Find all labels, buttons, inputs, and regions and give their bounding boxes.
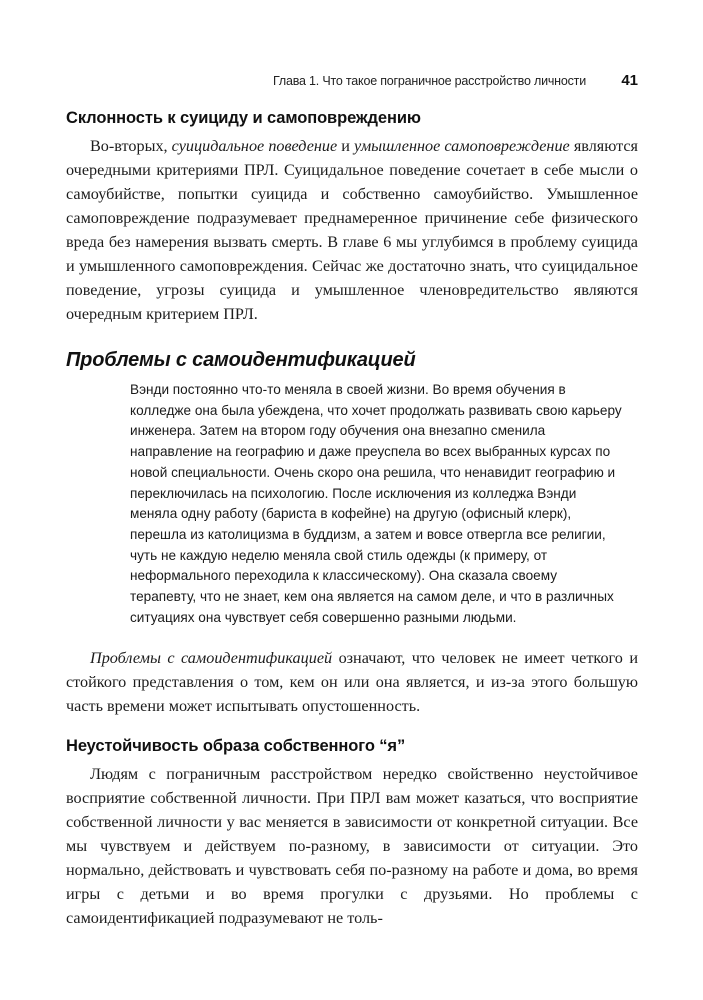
spacer [66, 718, 638, 736]
running-head [66, 72, 638, 92]
page-content [66, 108, 638, 930]
section-heading-self-image: Неустойчивость образа собственного “я” [66, 737, 406, 756]
emphasis-term: Проблемы с самоидентификацией [90, 649, 333, 668]
emphasis-term: суицидальное поведение [171, 137, 338, 155]
section-heading-identity: Проблемы с самоидентификацией [66, 349, 416, 371]
emphasis-term: умышленное самоповреждение [354, 137, 570, 155]
paragraph-self-image: Людям с пограничным расстройством нередко свойственно неустойчивое восприятие собственной личности. При ПРЛ вам может казаться, что восприятие собственной личности у вас меняется в зависимости от конкретной ситуации. Все мы чувствуем и действуем по-разному, в зависимости от ситуации. Это нормально, действовать и чувствовать себя по-разному на работе и дома, во время игры с детьми и во время прогулки с друзьями. Но проблемы с самоидентификацией подразумевают не толь- [66, 765, 638, 928]
paragraph-text: являются очередными критериями ПРЛ. Суицидальное поведение сочетает в себе мысли о самоубийстве, попытки суицида и собственно самоубийство. Умышленное самоповреждение подразумевает преднамеренное причинение себе физического вреда без намерения вызвать смерть. В главе 6 мы углубимся в проблему суицида и умышленного самоповреждения. Сейчас же достаточно знать, что суицидальное поведение, угрозы суицида и умышленное членовредительство являются очередным критерием ПРЛ. [66, 137, 639, 323]
chapter-title: Глава 1. Что такое пограничное расстройство личности [273, 74, 586, 88]
paragraph-text: Во-вторых, [90, 137, 172, 155]
spacer [66, 326, 638, 348]
case-study-text: Вэнди постоянно что-то меняла в своей жизни. Во время обучения в колледже она была убеждена, что хочет продолжать развивать свою карьеру инженера. Затем на втором году обучения она внезапно сменила направление на географию и даже преуспела во всех выбранных курсах по новой специальности. Очень скоро она решила, что ненавидит географию и переключилась на психологию. После исключения из колледжа Вэнди меняла одну работу (бариста в кофейне) на другую (офисный клерк), перешла из католицизма в буддизм, а затем и вовсе отвергла все религии, чуть не каждую неделю меняла свой стиль одежды (к примеру, от неформального переходила к классическому). Она сказала своему терапевту, что не знает, кем она является на самом деле, и что в различных ситуациях она чувствует себя совершенно разными людьми. [130, 382, 622, 625]
paragraph-text: и [337, 137, 355, 155]
spacer [66, 628, 638, 646]
paragraph-suicide [66, 134, 638, 326]
paragraph-text: означают, что человек не имеет четкого и стойкого представления о том, кем он или она является, и из-за этого большую часть времени может испытывать опустошенность. [66, 649, 638, 716]
paragraph-identity [66, 646, 638, 718]
page-number: 41 [621, 72, 638, 89]
section-heading-suicide: Склонность к суициду и самоповреждению [66, 109, 421, 127]
